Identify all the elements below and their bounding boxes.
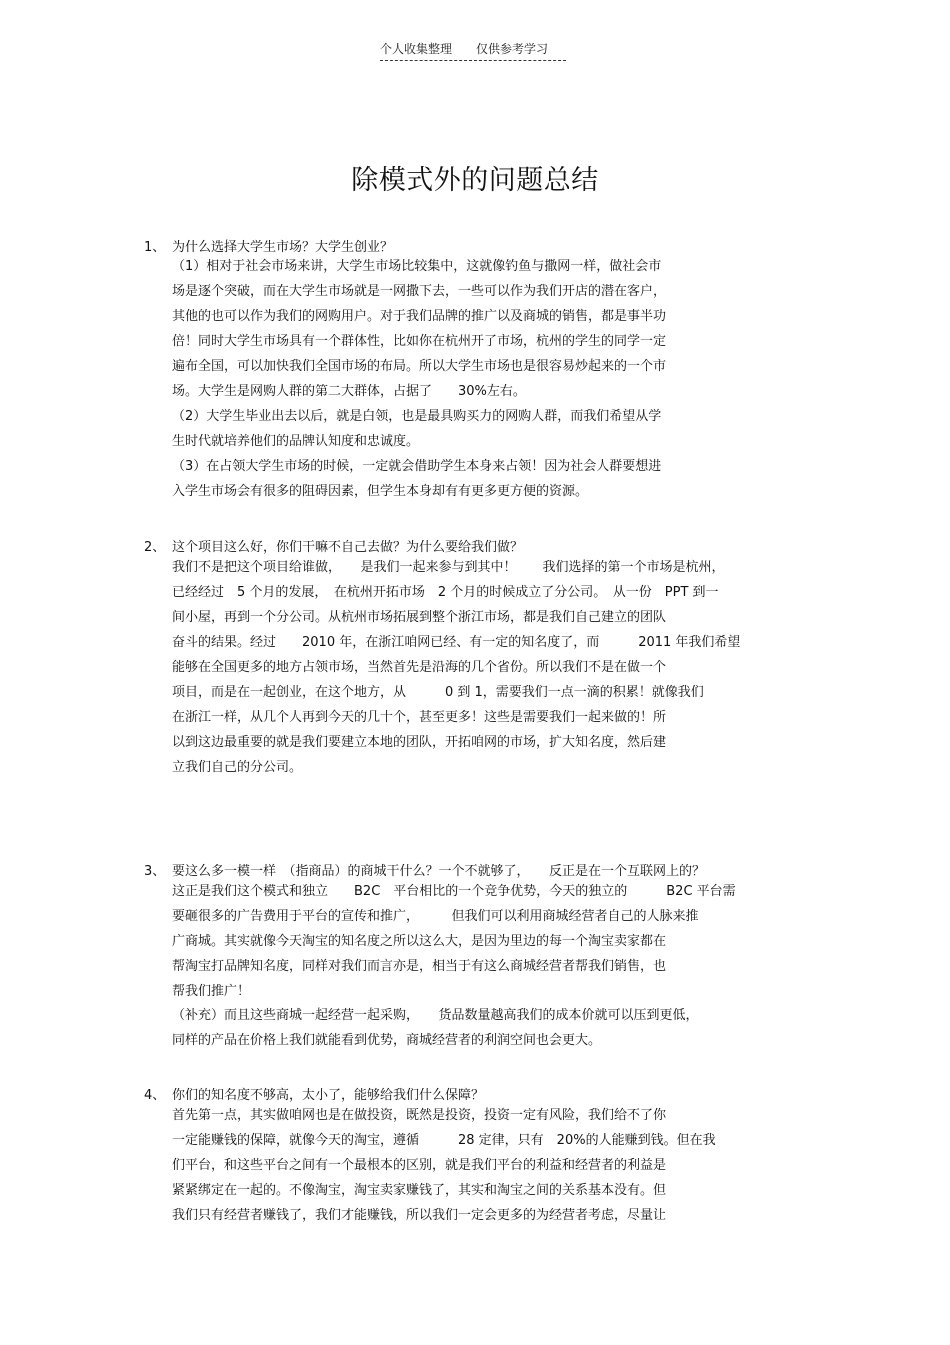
answer-line: 已经经过 5 个月的发展， 在杭州开拓市场 2 个月的时候成立了分公司。 从一份 PPT 到一 (172, 585, 719, 600)
answer-line: （补充）而且这些商城一起经营一起采购， 货品数量越高我们的成本价就可以压到更低， (172, 1008, 699, 1023)
answer-line: 立我们自己的分公司。 (172, 760, 303, 775)
answer-line: 我们只有经营者赚钱了，我们才能赚钱，所以我们一定会更多的为经营者考虑，尽量让 (172, 1208, 667, 1223)
page-header (380, 40, 566, 61)
question-number: 1、 (144, 240, 166, 255)
answer-line: 帮我们推广！ (172, 984, 251, 999)
question-text: 要这么多一模一样 （指商品）的商城干什么？一个不就够了， 反正是在一个互联网上的？ (172, 864, 706, 879)
answer-line: 能够在全国更多的地方占领市场，当然首先是沿海的几个省份。所以我们不是在做一个 (172, 660, 667, 675)
question-number: 2、 (144, 540, 166, 555)
answer-line: 入学生市场会有很多的阻碍因素，但学生本身却有有更多更方便的资源。 (172, 484, 589, 499)
answer-line: 以到这边最重要的就是我们要建立本地的团队，开拓咱网的市场，扩大知名度，然后建 (172, 735, 667, 750)
question-text: 为什么选择大学生市场？大学生创业？ (172, 240, 394, 255)
answer-line: 们平台，和这些平台之间有一个最根本的区别，就是我们平台的利益和经营者的利益是 (172, 1158, 667, 1173)
document-title: 除模式外的问题总结 (351, 165, 599, 196)
header-right-text: 仅供参考学习 (476, 42, 549, 56)
answer-line: 这正是我们这个模式和独立 B2C 平台相比的一个竞争优势，今天的独立的 B2C 平台需 (172, 884, 736, 899)
answer-line: 间小屋，再到一个分公司。从杭州市场拓展到整个浙江市场，都是我们自己建立的团队 (172, 610, 667, 625)
answer-line: 在浙江一样，从几个人再到今天的几十个，甚至更多！这些是需要我们一起来做的！所 (172, 710, 667, 725)
answer-line: 场。大学生是网购人群的第二大群体，占据了 30%左右。 (172, 384, 526, 399)
header-left-text: 个人收集整理 (380, 42, 453, 56)
answer-line: 紧紧绑定在一起的。不像淘宝，淘宝卖家赚钱了，其实和淘宝之间的关系基本没有。但 (172, 1183, 667, 1198)
question-number: 4、 (144, 1088, 166, 1103)
answer-line: （2）大学生毕业出去以后，就是白领，也是最具购买力的网购人群，而我们希望从学 (172, 409, 662, 424)
answer-line: 首先第一点，其实做咱网也是在做投资，既然是投资，投资一定有风险，我们给不了你 (172, 1108, 667, 1123)
answer-line: 广商城。其实就像今天淘宝的知名度之所以这么大，是因为里边的每一个淘宝卖家都在 (172, 934, 667, 949)
answer-line: 奋斗的结果。经过 2010 年，在浙江咱网已经、有一定的知名度了，而 2011 年我们希望 (172, 635, 741, 650)
answer-line: 场是逐个突破，而在大学生市场就是一网撒下去，一些可以作为我们开店的潜在客户， (172, 284, 667, 299)
answer-line: 同样的产品在价格上我们就能看到优势，商城经营者的利润空间也会更大。 (172, 1033, 602, 1048)
answer-line: 我们不是把这个项目给谁做， 是我们一起来参与到其中！ 我们选择的第一个市场是杭州， (172, 560, 725, 575)
answer-line: 项目，而是在一起创业，在这个地方，从 0 到 1，需要我们一点一滴的积累！就像我们 (172, 685, 704, 700)
question-number: 3、 (144, 864, 166, 879)
answer-line: 一定能赚钱的保障，就像今天的淘宝，遵循 28 定律，只有 20%的人能赚到钱。但在我 (172, 1133, 716, 1148)
question-text: 你们的知名度不够高，太小了，能够给我们什么保障？ (172, 1088, 485, 1103)
answer-line: 要砸很多的广告费用于平台的宣传和推广， 但我们可以利用商城经营者自己的人脉来推 (172, 909, 699, 924)
answer-line: 遍布全国，可以加快我们全国市场的布局。所以大学生市场也是很容易炒起来的一个市 (172, 359, 667, 374)
answer-line: 其他的也可以作为我们的网购用户。对于我们品牌的推广以及商城的销售，都是事半功 (172, 309, 667, 324)
answer-line: （3）在占领大学生市场的时候，一定就会借助学生本身来占领！因为社会人群要想进 (172, 459, 662, 474)
answer-line: 生时代就培养他们的品牌认知度和忠诚度。 (172, 434, 420, 449)
answer-line: 倍！同时大学生市场具有一个群体性，比如你在杭州开了市场，杭州的学生的同学一定 (172, 334, 667, 349)
answer-line: （1）相对于社会市场来讲，大学生市场比较集中，这就像钓鱼与撒网一样，做社会市 (172, 259, 662, 274)
answer-line: 帮淘宝打品牌知名度，同样对我们而言亦是，相当于有这么商城经营者帮我们销售，也 (172, 959, 667, 974)
question-text: 这个项目这么好，你们干嘛不自己去做？为什么要给我们做？ (172, 540, 524, 555)
